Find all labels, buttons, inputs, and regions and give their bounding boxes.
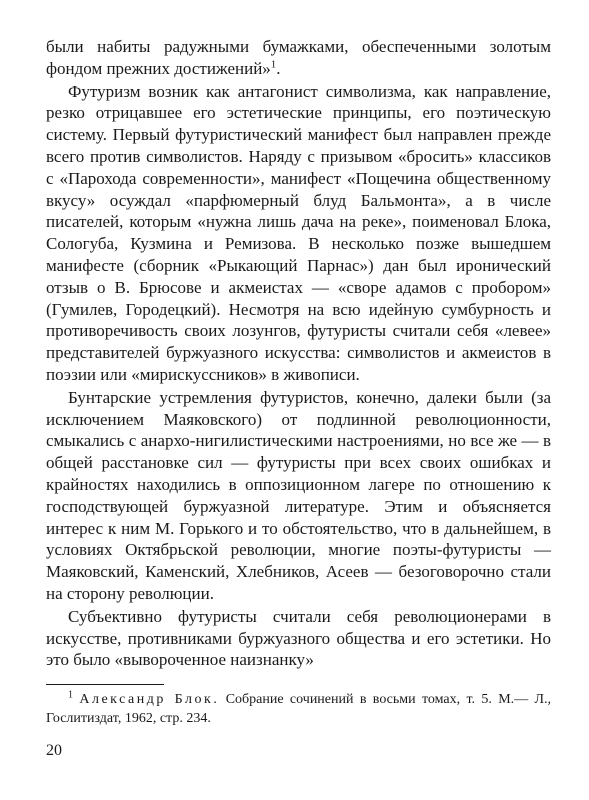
footnote-divider <box>46 684 164 685</box>
page-body <box>46 36 551 671</box>
paragraph-text: были набиты радужными бумажками, обеспеченными золотым фондом прежних достижений» <box>46 37 551 78</box>
paragraph-rebellious-aspirations: Бунтарские устремления футуристов, конечно, далеки были (за исключением Маяковского) от подлинной революционности, смыкались с анархо-нигилистическими настроениями, но все же — в общей расстановке сил — футуристы при всех своих ошибках и крайностях находились в оппозиционном лагере по отношению к господствующей буржуазной литературе. Этим и объясняется интерес к ним М. Горького и то обстоятельство, что в дальнейшем, в условиях Октябрьской революции, многие поэты-футуристы — Маяковский, Каменский, Хлебников, Асеев — безоговорочно стали на сторону революции. <box>46 387 551 603</box>
footnote <box>46 690 551 728</box>
footnote-text: Собрание сочинений в восьми томах, т. 5. М.— Л., Гослитиздат, 1962, стр. 234. <box>46 692 552 726</box>
paragraph-tail: . <box>276 58 281 78</box>
footnote-reference[interactable]: 1 <box>270 58 277 71</box>
footnote-number: 1 <box>68 689 73 701</box>
page-number: 20 <box>46 742 62 759</box>
paragraph-futurism-origin: Футуризм возник как антагонист символизма, как направление, резко отрицавшее его эстетические принципы, его поэтическую систему. Первый футуристический манифест был направлен прежде всего против символистов. Наряду с призывом «бросить» классиков с «Парохода современности», манифест «Пощечина общественному вкусу» осуждал «парфюмерный блуд Бальмонта», а в числе писателей, которым «нужна лишь дача на реке», поименовал Блока, Сологуба, Кузмина и Ремизова. В несколько позже вышедшем манифесте (сборник «Рыкающий Парнас») дан был иронический отзыв о В. Брюсове и акмеистах — «своре адамов с пробором» (Гумилев, Городецкий). Несмотря на всю идейную сумбурность и противоречивость своих лозунгов, футуристы считали себя «левее» представителей буржуазного искусства: символистов и акмеистов в поэзии или «мирискуссников» в живописи. <box>46 81 551 384</box>
paragraph-subjective-revolutionaries: Субъективно футуристы считали себя революционерами в искусстве, противниками буржуазного общества и его эстетики. Но это было «вывороченное наизнанку» <box>46 606 551 670</box>
paragraph-continuation <box>46 36 551 80</box>
footnote-author: Александр Блок. <box>79 692 220 707</box>
